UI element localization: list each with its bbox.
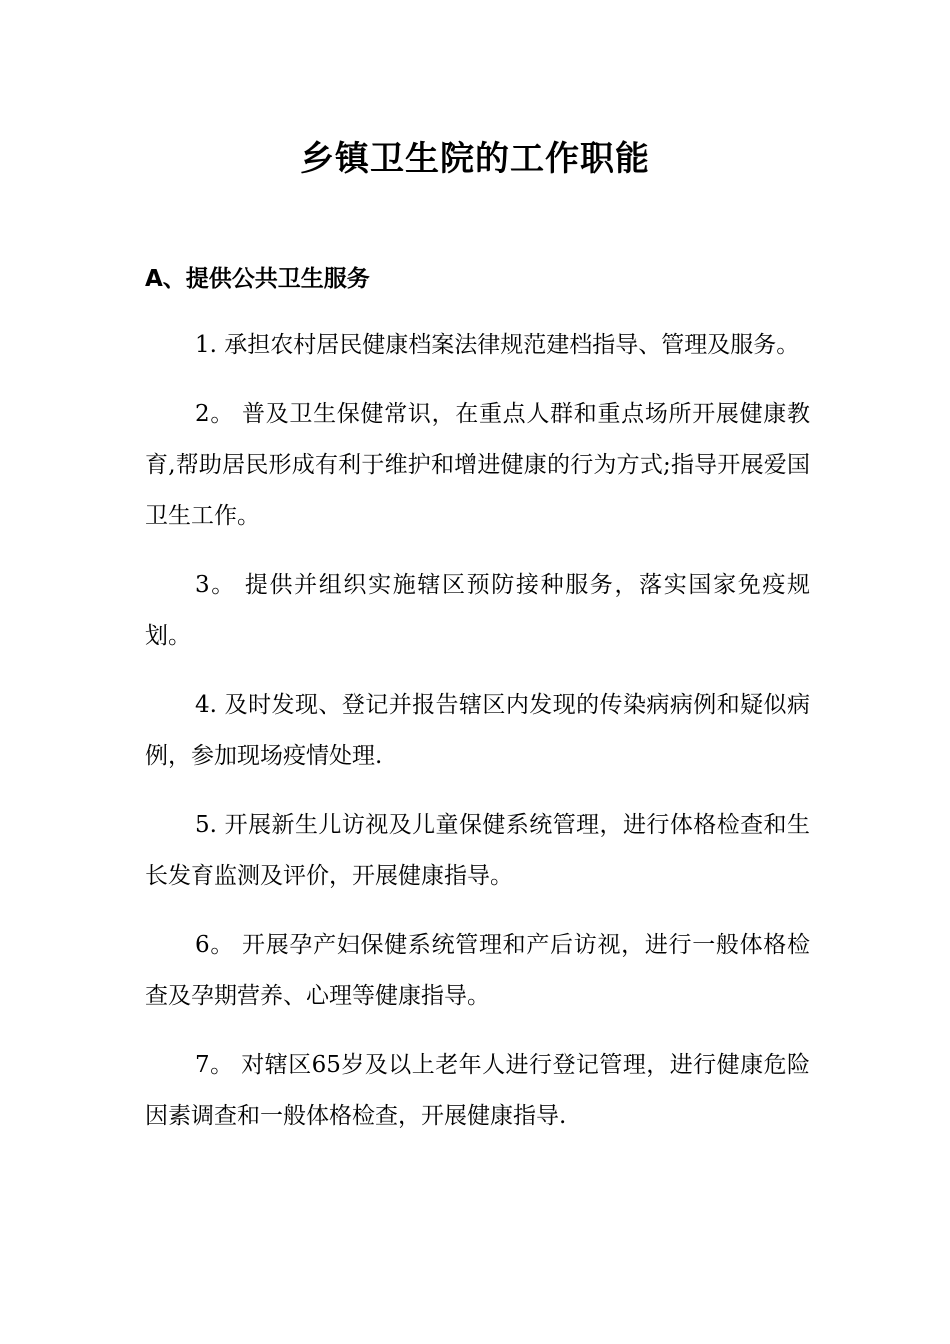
list-item: 3。 提供并组织实施辖区预防接种服务，落实国家免疫规划。 — [145, 572, 810, 649]
list-item: 6。 开展孕产妇保健系统管理和产后访视，进行一般体格检查及孕期营养、心理等健康指导。 — [145, 932, 810, 1009]
duty-list — [145, 320, 810, 1160]
list-item: 4. 及时发现、登记并报告辖区内发现的传染病病例和疑似病例，参加现场疫情处理. — [145, 692, 810, 769]
list-item: 7。 对辖区65岁及以上老年人进行登记管理，进行健康危险因素调查和一般体格检查，开展健康指导. — [145, 1052, 810, 1129]
document-title: 乡镇卫生院的工作职能 — [300, 139, 650, 179]
list-item: 2。 普及卫生保健常识，在重点人群和重点场所开展健康教育,帮助居民形成有利于维护和增进健康的行为方式;指导开展爱国卫生工作。 — [145, 401, 810, 529]
list-item: 5. 开展新生儿访视及儿童保健系统管理，进行体格检查和生长发育监测及评价，开展健康指导。 — [145, 812, 810, 889]
list-item: 1. 承担农村居民健康档案法律规范建档指导、管理及服务。 — [195, 332, 800, 358]
section-heading: A、提供公共卫生服务 — [145, 266, 370, 292]
